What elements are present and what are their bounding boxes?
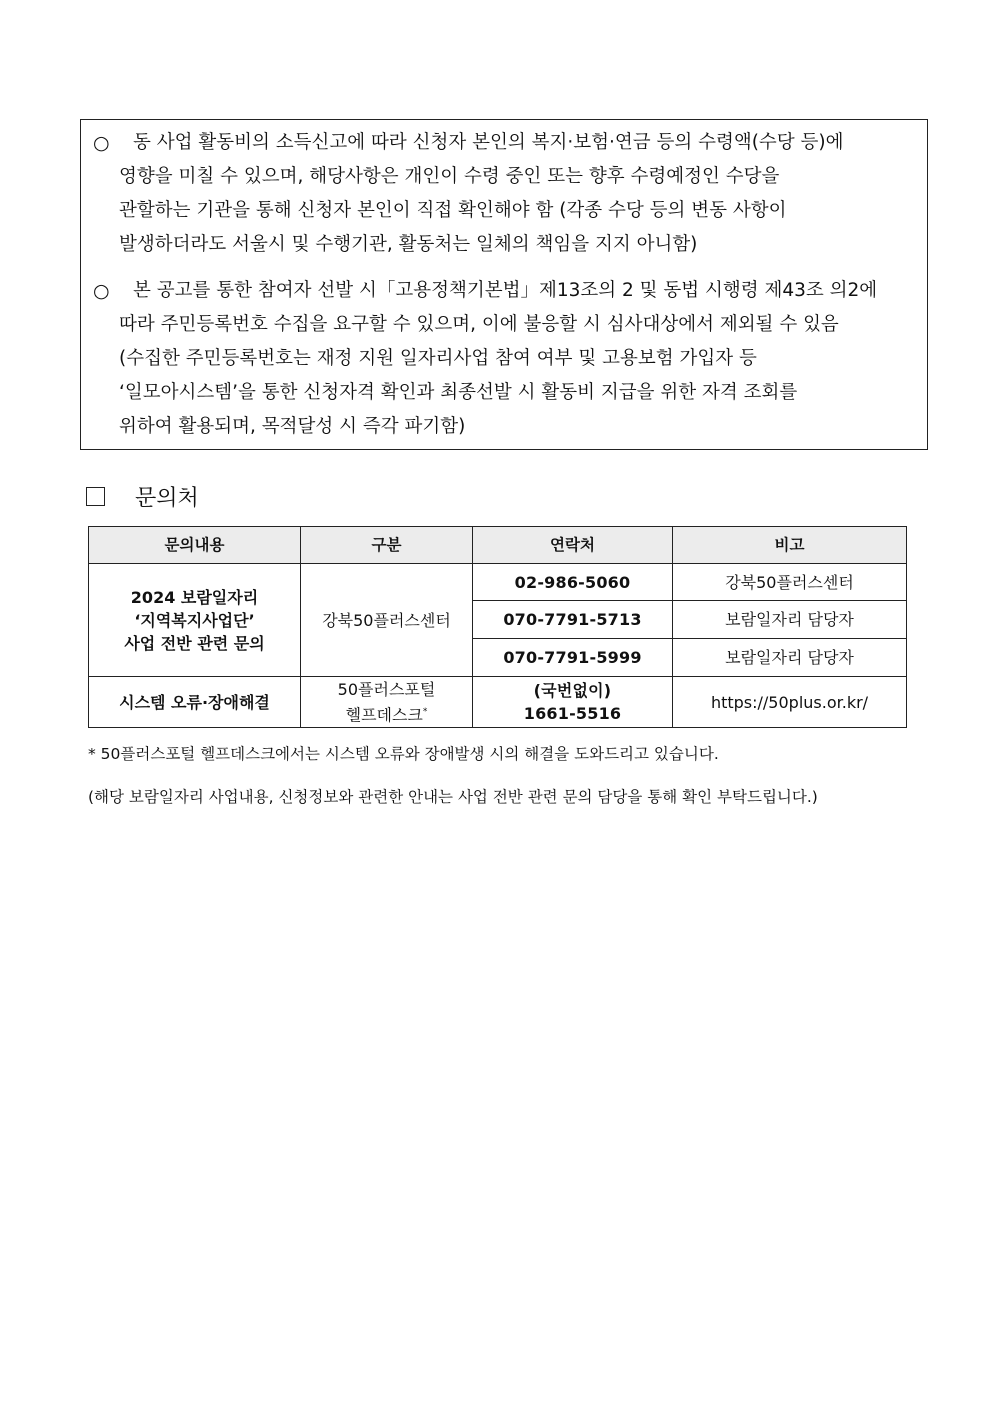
footnote-inquiry: (해당 보람일자리 사업내용, 신청정보와 관련한 안내는 사업 전반 관련 문의 담당을 통해 확인 부탁드립니다.) (88, 788, 818, 806)
notice-item-text (119, 126, 911, 262)
phone-line: (국번없이) (533, 681, 612, 700)
phone-cell: 070-7791-5999 (473, 639, 673, 677)
notice-line: 발생하더라도 서울시 및 수행기관, 활동처는 일체의 책임을 지지 아니함) (119, 234, 698, 255)
table-row (89, 564, 907, 601)
section-title: 문의처 (135, 485, 199, 511)
circle-bullet-icon: ○ (93, 132, 110, 154)
notice-line: 관할하는 기관을 통해 신청자 본인이 직접 확인해야 함 (각종 수당 등의 변동 사항이 (119, 200, 787, 221)
division-cell-center: 강북50플러스센터 (301, 564, 473, 677)
table-row (89, 677, 907, 728)
table-header-row (89, 527, 907, 564)
contact-table (88, 526, 907, 728)
notice-line: ‘일모아시스템’을 통한 신청자격 확인과 최종선발 시 활동비 지급을 위한 자격 조회를 (119, 382, 798, 403)
notice-item-text (119, 274, 911, 444)
topic-line: 2024 보람일자리 (130, 587, 259, 607)
division-cell-helpdesk (301, 677, 473, 728)
checkbox-square-icon (86, 487, 105, 506)
phone-cell: 070-7791-5713 (473, 601, 673, 639)
notice-line: (수집한 주민등록번호는 재정 지원 일자리사업 참여 여부 및 고용보험 가입자 등 (119, 348, 757, 369)
note-cell: 보람일자리 담당자 (673, 639, 907, 677)
phone-cell-helpdesk (473, 677, 673, 728)
header-contact: 연락처 (473, 527, 673, 564)
topic-cell-system: 시스템 오류·장애해결 (89, 677, 301, 728)
notice-line: 영향을 미칠 수 있으며, 해당사항은 개인이 수령 중인 또는 향후 수령예정인 수당을 (119, 166, 780, 187)
notice-box (80, 119, 928, 450)
division-line: 50플러스포털 (337, 679, 436, 699)
header-topic: 문의내용 (89, 527, 301, 564)
topic-cell-program (89, 564, 301, 677)
notice-line: 따라 주민등록번호 수집을 요구할 수 있으며, 이에 불응할 시 심사대상에서 제외될 수 있음 (119, 314, 839, 335)
division-line-with-mark (305, 701, 468, 726)
note-cell: 강북50플러스센터 (673, 564, 907, 601)
topic-line: ‘지역복지사업단’ (134, 610, 255, 630)
section-heading-contact (86, 476, 199, 516)
website-link[interactable]: https://50plus.or.kr/ (673, 677, 907, 728)
footnote-helpdesk: * 50플러스포털 헬프데스크에서는 시스템 오류와 장애발생 시의 해결을 도와드리고 있습니다. (88, 745, 719, 763)
note-cell: 보람일자리 담당자 (673, 601, 907, 639)
footnote-mark: * (422, 706, 428, 717)
topic-line: 사업 전반 관련 문의 (124, 633, 265, 653)
header-division: 구분 (301, 527, 473, 564)
circle-bullet-icon: ○ (93, 280, 110, 302)
phone-cell: 02-986-5060 (473, 564, 673, 601)
notice-line: 위하여 활용되며, 목적달성 시 즉각 파기함) (119, 416, 466, 437)
notice-item-income-report (93, 126, 911, 262)
phone-line: 1661-5516 (523, 704, 622, 723)
division-line: 헬프데스크 (345, 705, 423, 725)
notice-line: 본 공고를 통한 참여자 선발 시「고용정책기본법」제13조의 2 및 동법 시행령 제43조 의2에 (133, 280, 878, 301)
notice-line: 동 사업 활동비의 소득신고에 따라 신청자 본인의 복지·보험·연금 등의 수령액(수당 등)에 (133, 132, 844, 153)
header-note: 비고 (673, 527, 907, 564)
notice-item-resident-number (93, 274, 911, 444)
